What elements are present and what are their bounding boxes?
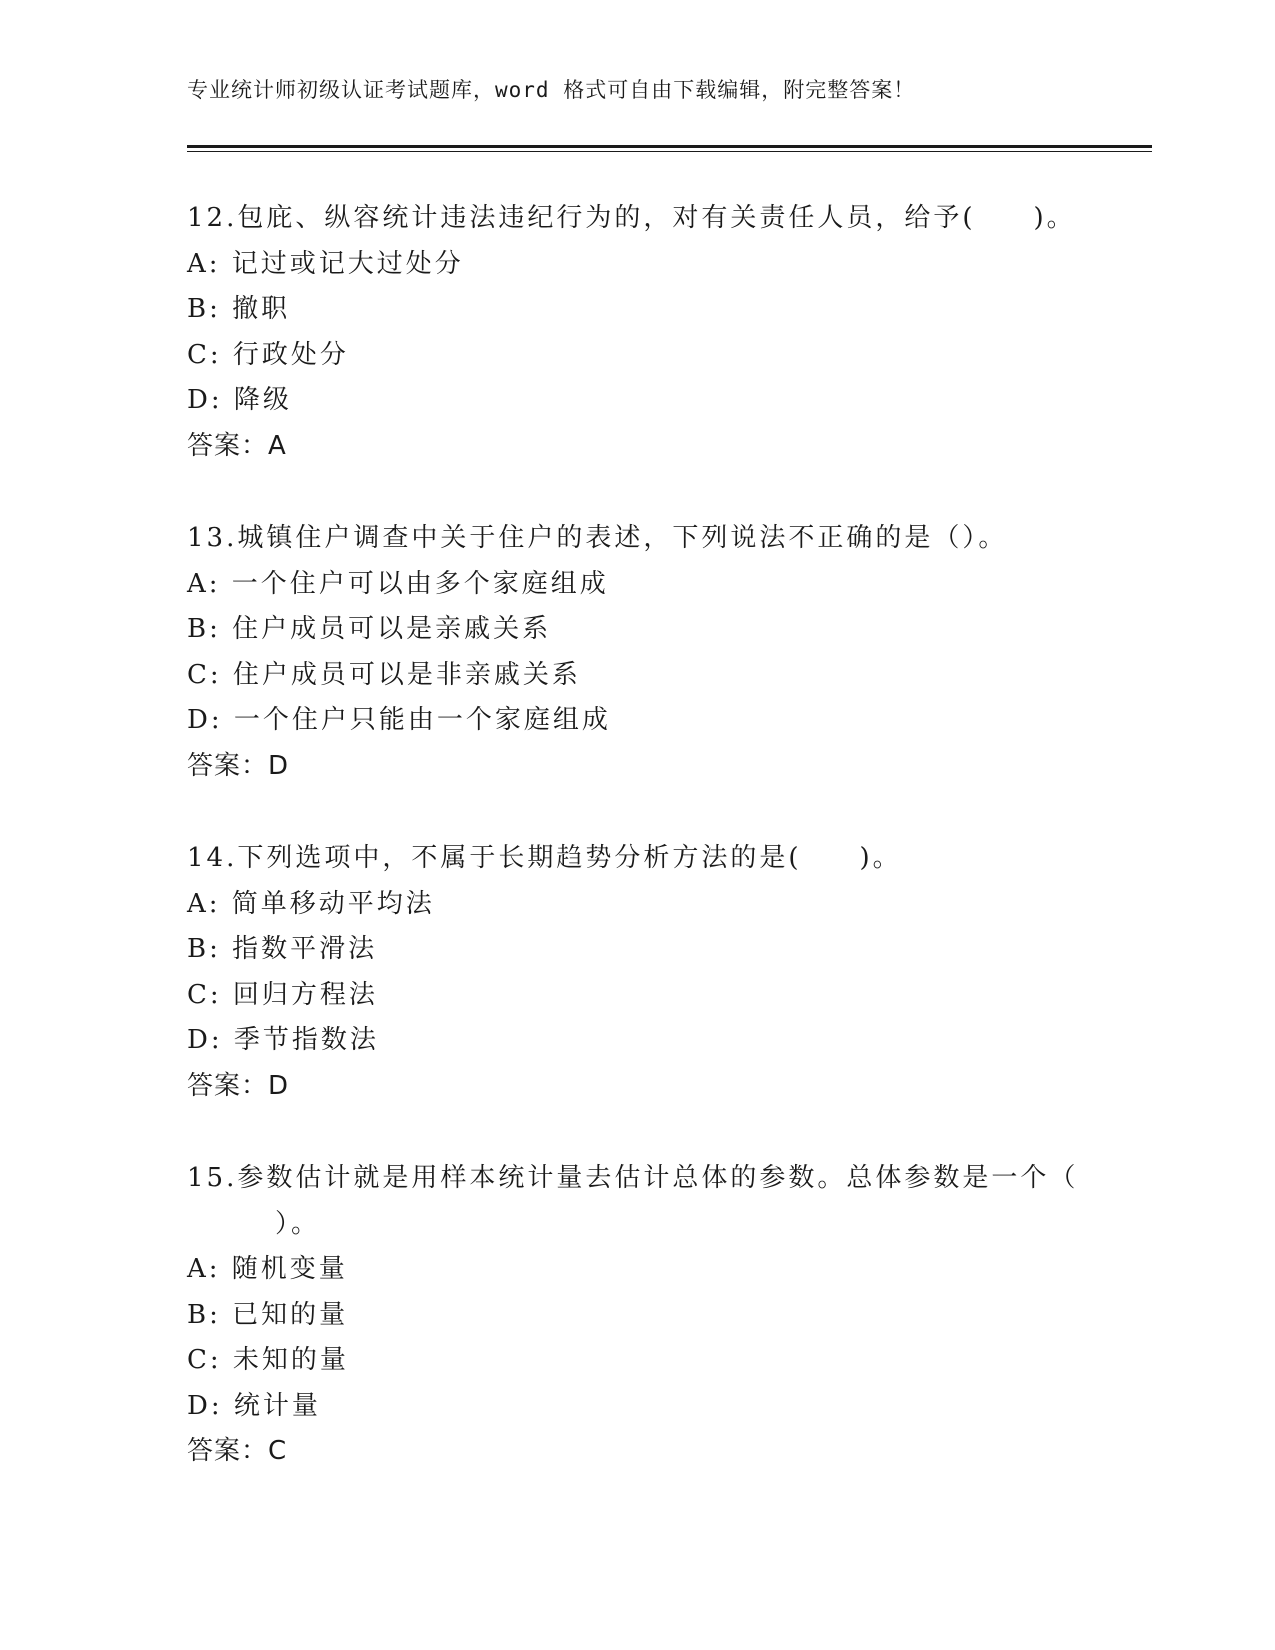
header-rule-thick — [187, 145, 1152, 148]
question-stem: 12.包庇、纵容统计违法违纪行为的，对有关责任人员，给予( )。 — [187, 203, 1076, 233]
answer-line: 答案：D — [187, 750, 290, 781]
option-a: A: 一个住户可以由多个家庭组成 — [187, 568, 609, 599]
question-stem: 15.参数估计就是用样本统计量去估计总体的参数。总体参数是一个（ — [187, 1163, 1079, 1193]
option-b: B: 已知的量 — [187, 1299, 349, 1330]
option-b: B: 指数平滑法 — [187, 934, 378, 964]
option-c: C: 行政处分 — [187, 339, 349, 370]
option-d: D: 季节指数法 — [187, 1025, 379, 1055]
option-d: D: 一个住户只能由一个家庭组成 — [187, 705, 611, 735]
question-12 — [187, 196, 1087, 469]
question-15 — [187, 1156, 1087, 1475]
option-a: A: 简单移动平均法 — [187, 888, 435, 919]
header-rule-thin — [187, 151, 1152, 152]
answer-line: 答案：C — [187, 1436, 288, 1466]
option-c: C: 住户成员可以是非亲戚关系 — [187, 659, 581, 690]
option-b: B: 住户成员可以是亲戚关系 — [187, 614, 552, 644]
option-c: C: 回归方程法 — [187, 979, 378, 1010]
question-stem: 13.城镇住户调查中关于住户的表述，下列说法不正确的是（）。 — [187, 523, 1008, 553]
option-a: A: 记过或记大过处分 — [187, 248, 464, 279]
option-a: A: 随机变量 — [187, 1254, 348, 1284]
answer-line: 答案：D — [187, 1070, 290, 1101]
option-d: D: 统计量 — [187, 1390, 321, 1421]
question-13 — [187, 516, 1087, 789]
option-c: C: 未知的量 — [187, 1345, 349, 1375]
answer-line: 答案：A — [187, 430, 287, 461]
question-stem-continued: ）。 — [275, 1208, 321, 1239]
page-header: 专业统计师初级认证考试题库，word 格式可自由下载编辑，附完整答案！ — [187, 78, 916, 102]
option-b: B: 撤职 — [187, 294, 291, 324]
question-14 — [187, 836, 1087, 1109]
option-d: D: 降级 — [187, 385, 292, 415]
question-stem: 14.下列选项中，不属于长期趋势分析方法的是( )。 — [187, 843, 902, 873]
